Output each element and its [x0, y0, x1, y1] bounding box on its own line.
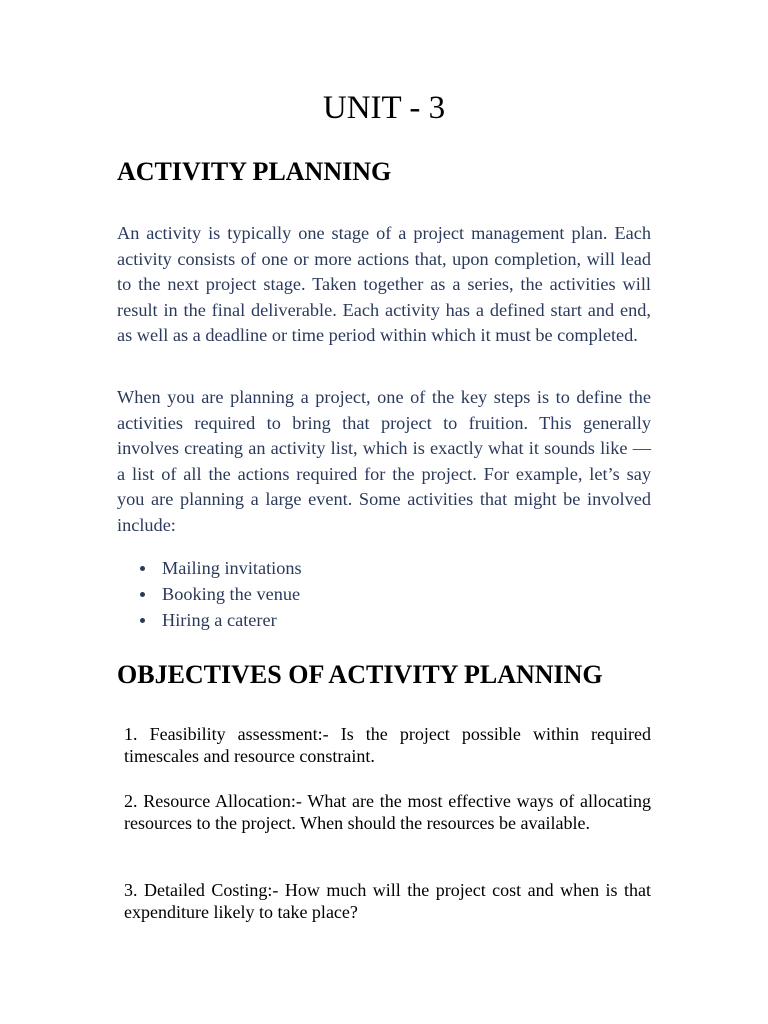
- bullet-icon: [140, 618, 145, 623]
- bullet-icon: [140, 566, 145, 571]
- list-item-label: Hiring a caterer: [162, 610, 277, 630]
- list-item: [138, 581, 302, 607]
- section-heading-objectives: OBJECTIVES OF ACTIVITY PLANNING: [117, 660, 603, 689]
- activity-examples-list: [138, 555, 302, 633]
- list-item: [138, 555, 302, 581]
- section-heading-activity-planning: ACTIVITY PLANNING: [117, 157, 392, 186]
- objective-feasibility: 1. Feasibility assessment:- Is the project possible within required timescales and resource constraint.: [124, 724, 651, 766]
- bullet-icon: [140, 592, 145, 597]
- paragraph-activity-definition: An activity is typically one stage of a project management plan. Each activity consists of one or more actions that, upon completion, will lead to the next project stage. Taken together as a series, the activities will result in the final deliverable. Each activity has a defined start and end, as well as a deadline or time period within which it must be completed.: [117, 223, 651, 345]
- list-item-label: Mailing invitations: [162, 558, 302, 578]
- unit-title: UNIT - 3: [322, 90, 446, 126]
- list-item-label: Booking the venue: [162, 584, 301, 604]
- objective-detailed-costing: 3. Detailed Costing:- How much will the project cost and when is that expenditure likely to take place?: [124, 880, 651, 922]
- objective-resource-allocation: 2. Resource Allocation:- What are the most effective ways of allocating resources to the project. When should the resources be available.: [124, 791, 651, 833]
- list-item: [138, 607, 302, 633]
- paragraph-planning-project: When you are planning a project, one of the key steps is to define the activities required to bring that project to fruition. This generally involves creating an activity list, which is exactly what it sounds like — a list of all the actions required for the project. For example, let’s say you are planning a large event. Some activities that might be involved include:: [117, 387, 651, 535]
